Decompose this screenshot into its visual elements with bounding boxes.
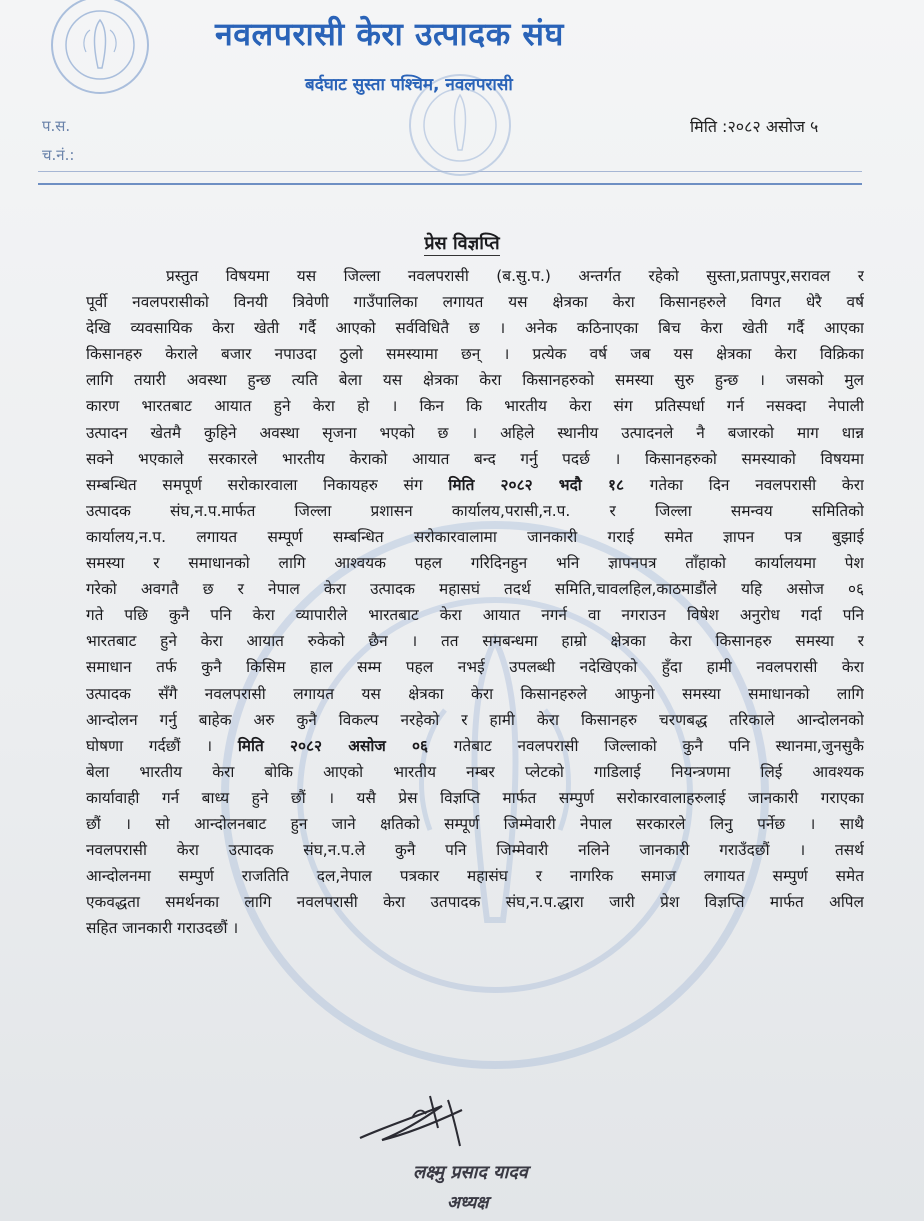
body-text-segment: आन्दोलनमा सम्पुर्ण राजतिति दल,नेपाल पत्रकार महासंघ र नागरिक समाज लगायत सम्पुर्ण समेत: [86, 867, 864, 886]
body-text-segment: कार्यालय,न.प. लगायत सम्पूर्ण सम्बन्धित सरोकारवालामा जानकारी गराई समेत ज्ञापन पत्र बुझाई: [86, 527, 864, 546]
press-release-body: [86, 263, 864, 941]
body-text-segment: कारण भारतबाट आयात हुने केरा हो । किन कि भारतीय केरा संग प्रतिस्पर्धा गर्न नसक्दा नेपाली: [86, 397, 864, 416]
body-text-segment: छौं । सो आन्दोलनबाट हुन जाने क्षतिको सम्पूर्ण जिम्मेवारी नेपाल सरकारले लिनु पर्नेछ । साथै: [86, 814, 864, 833]
body-line: [86, 393, 864, 419]
document-title-text: प्रेस विज्ञप्ति: [424, 233, 500, 254]
body-line: [86, 863, 864, 889]
body-text-segment: समाधान तर्फ कुनै किसिम हाल सम्म पहल नभई उपलब्धी नदेखिएको हुँदा हामी नवलपरासी केरा: [86, 658, 864, 677]
body-line: [86, 681, 864, 707]
highlighted-date: मिति २०८२ असोज ०६: [237, 736, 429, 755]
body-line: [86, 707, 864, 733]
body-text-segment: एकवद्धता समर्थनका लागि नवलपरासी केरा उतपादक संघ,न.प.द्धारा जारी प्रेश विज्ञप्ति मार्फत अपिल: [86, 893, 864, 912]
body-text-segment: बेला भारतीय केरा बोकि आएको भारतीय नम्बर प्लेटको गाडिलाई नियन्त्रणमा लिई आवश्यक: [86, 762, 864, 781]
body-text-segment: उत्पादक सँगै नवलपरासी लगायत यस क्षेत्रका केरा किसानहरुले आफुनो समस्या समाधानको लागि: [86, 684, 864, 703]
body-line: [86, 446, 864, 472]
body-line: [86, 341, 864, 367]
body-line: [86, 785, 864, 811]
organization-address: बर्दघाट सुस्ता पश्चिम, नवलपरासी: [305, 75, 513, 95]
body-line: [86, 837, 864, 863]
organization-seal-icon: [40, 0, 160, 105]
body-line: [86, 315, 864, 341]
body-text-segment: आन्दोलन गर्नु बाहेक अरु कुनै विकल्प नरहेको र हामी केरा किसानहरु चरणबद्ध तरिकाले आन्दोलनको: [86, 710, 864, 729]
body-text-segment: घोषणा गर्दछौं ।: [86, 736, 238, 755]
body-text-segment: सम्बन्धित समपूर्ण सरोकारवाला निकायहरु संग: [86, 475, 449, 494]
body-text-segment: सक्ने भएकाले सरकारले भारतीय केराको आयात बन्द गर्नु पदर्छ । किसानहरुको समस्याको विषयमा: [86, 449, 864, 468]
body-line: [86, 289, 864, 315]
body-line: [86, 263, 864, 289]
highlighted-date: मिति २०८२ भदौ १८: [448, 475, 624, 494]
body-line: [86, 654, 864, 680]
body-line: [86, 628, 864, 654]
body-text-segment: कार्यावाही गर्न बाध्य हुने छौं । यसै प्रेस विज्ञप्ति मार्फत सम्पुर्ण सरोकारवालाहरुलाई जानकारी गराएका: [86, 788, 864, 807]
body-line: [86, 889, 864, 915]
body-line: [86, 759, 864, 785]
body-line: [86, 576, 864, 602]
body-line: [86, 733, 864, 759]
dispatch-number-label: च.नं.:: [42, 146, 75, 164]
header-divider: [38, 171, 862, 172]
body-line: [86, 420, 864, 446]
signer-name: लक्ष्मु प्रसाद यादव: [413, 1162, 528, 1183]
body-text-segment: समस्या र समाधानको लागि आश्वयक पहल गरिदिनहुन भनि ज्ञापनपत्र ताँहाको कार्यालयमा पेश: [86, 554, 864, 573]
body-text-segment: उत्पादक संघ,न.प.मार्फत जिल्ला प्रशासन कार्यालय,परासी,न.प. र जिल्ला समन्वय समितिको: [86, 501, 864, 520]
letter-number-label: प.स.: [42, 117, 71, 135]
body-line: [86, 524, 864, 550]
header-divider: [38, 183, 862, 185]
body-line: [86, 915, 864, 941]
body-text-segment: पूर्वी नवलपरासीको विनयी त्रिवेणी गाउँपालिका लगायत यस क्षेत्रका केरा किसानहरुले विगत धेरै वर्ष: [86, 293, 864, 312]
signer-title: अध्यक्ष: [447, 1193, 489, 1213]
body-line: [86, 472, 864, 498]
body-text-segment: लागि तयारी अवस्था हुन्छ त्यति बेला यस क्षेत्रका केरा किसानहरुको समस्या सुरु हुन्छ । जसको मुल: [86, 371, 864, 390]
body-text-segment: किसानहरु केराले बजार नपाउदा ठुलो समस्यामा छन् । प्रत्येक वर्ष जब यस क्षेत्रका केरा विक्रिका: [86, 345, 864, 364]
body-text-segment: गरेको अवगतै छ र नेपाल केरा उत्पादक महासघं तदर्थ समिति,चावलहिल,काठमाडौंले यहि असोज ०६: [86, 580, 864, 599]
body-text-segment: गतेका दिन नवलपरासी केरा: [624, 475, 864, 494]
body-line: [86, 602, 864, 628]
body-line: [86, 498, 864, 524]
body-text-segment: गते पछि कुनै पनि केरा व्यापारीले भारतबाट केरा आयात नगर्न वा नगराउन विषेश अनुरोध गर्दा पनि: [86, 606, 864, 625]
body-text-segment: नवलपरासी केरा उत्पादक संघ,न.प.ले कुनै पनि जिम्मेवारी नलिने जानकारी गराउँदछौं । तसर्थ: [86, 841, 864, 860]
letter-date: मिति :२०८२ असोज ५: [690, 117, 819, 136]
body-line: [86, 811, 864, 837]
organization-name: नवलपरासी केरा उत्पादक संघ: [215, 15, 564, 53]
body-text-segment: भारतबाट हुने केरा आयात रुकेको छैन । तत समबन्धमा हाम्रो क्षेत्रका केरा किसानहरु समस्या र: [86, 632, 864, 651]
document-title: [0, 231, 924, 255]
body-text-segment: गतेबाट नवलपरासी जिल्लाको कुनै पनि स्थानमा,जुनसुकै: [428, 736, 864, 755]
body-text-segment: देखि व्यवसायिक केरा खेती गर्दै आएको सर्वविधितै छ । अनेक कठिनाएका बिच केरा खेती गर्दै आएका: [86, 319, 864, 338]
body-line: [86, 550, 864, 576]
signature-icon: [352, 1088, 482, 1150]
body-text-segment: उत्पादन खेतमै कुहिने अवस्था सृजना भएको छ । अहिले स्थानीय उत्पादनले नै बजारको माग धान्न: [86, 423, 864, 442]
body-text-segment: सहित जानकारी गराउदछौं ।: [86, 919, 239, 938]
body-text-segment: प्रस्तुत विषयमा यस जिल्ला नवलपरासी (ब.सु.प.) अन्तर्गत रहेको सुस्ता,प्रतापपुर,सरावल र: [166, 267, 864, 285]
body-line: [86, 367, 864, 393]
